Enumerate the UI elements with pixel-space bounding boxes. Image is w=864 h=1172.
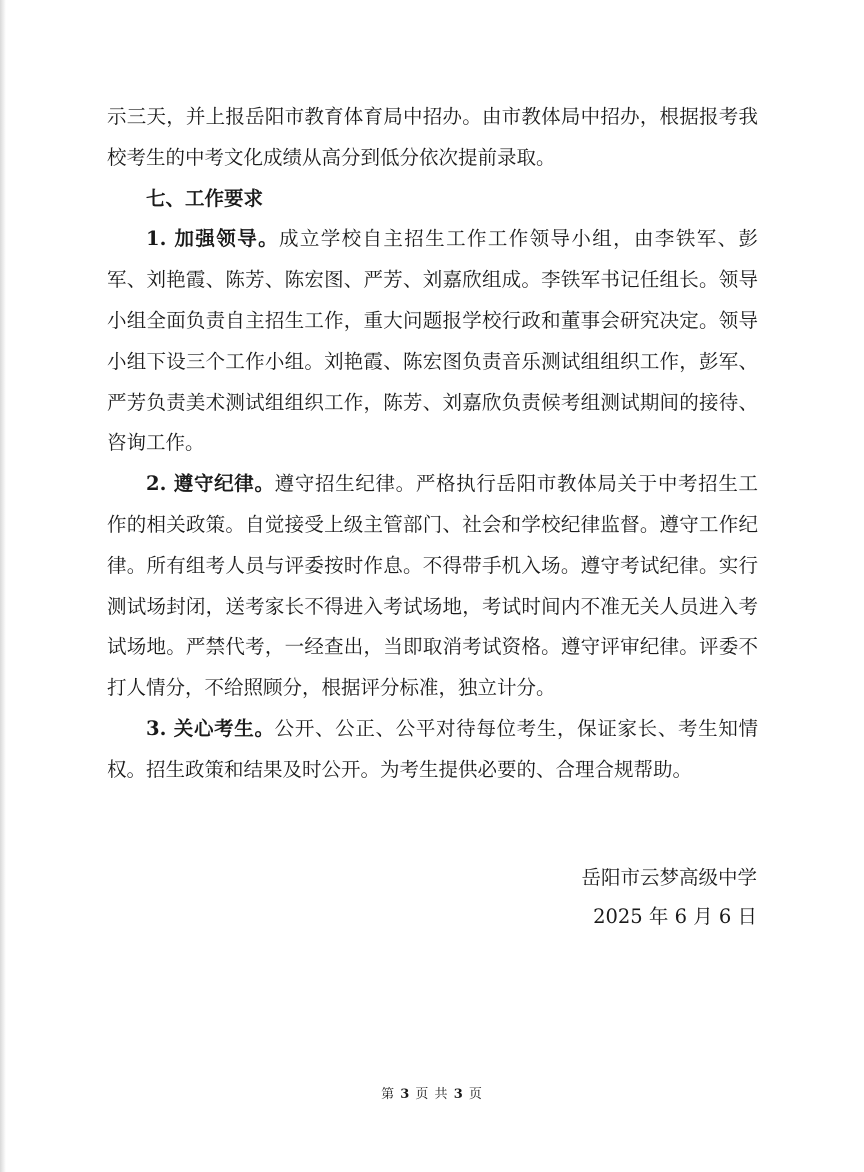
requirement-item-discipline xyxy=(107,464,758,709)
item-text: 成立学校自主招生工作工作领导小组，由李铁军、彭军、刘艳霞、陈芳、陈宏图、严芳、刘嘉欣组成。李铁军书记任组长。领导小组全面负责自主招生工作，重大问题报学校行政和董事会研究决定。领导小组下设三个工作小组。刘艳霞、陈宏图负责音乐测试组组织工作，彭军、严芳负责美术测试组组织工作，陈芳、刘嘉欣负责候考组测试期间的接待、咨询工作。 xyxy=(107,227,758,455)
item-lead: 3. 关心考生。 xyxy=(146,716,275,740)
continuation-paragraph: 示三天，并上报岳阳市教育体育局中招办。由市教体局中招办，根据报考我校考生的中考文化成绩从高分到低分依次提前录取。 xyxy=(107,105,758,169)
document-body xyxy=(107,97,758,791)
footer-total-pages: 3 xyxy=(453,1087,464,1102)
page-footer xyxy=(0,1085,864,1105)
footer-suffix: 页 xyxy=(468,1087,483,1102)
requirement-item-care xyxy=(107,709,758,791)
item-lead: 1. 加强领导。 xyxy=(146,227,279,251)
footer-prefix: 第 xyxy=(381,1087,396,1102)
section-heading: 七、工作要求 xyxy=(146,186,264,210)
signature-organization: 岳阳市云梦高级中学 xyxy=(581,866,757,889)
item-lead: 2. 遵守纪律。 xyxy=(146,472,275,496)
item-text: 遵守招生纪律。严格执行岳阳市教体局关于中考招生工作的相关政策。自觉接受上级主管部门、社会和学校纪律监督。遵守工作纪律。所有组考人员与评委按时作息。不得带手机入场。遵守考试纪律。实行测试场封闭，送考家长不得进入考试场地，考试时间内不准无关人员进入考试场地。严禁代考，一经查出，当即取消考试资格。遵守评审纪律。评委不打人情分，不给照顾分，根据评分标准，独立计分。 xyxy=(107,472,758,700)
page-edge-shadow xyxy=(0,0,6,1172)
footer-middle: 页 共 xyxy=(415,1087,449,1102)
item-text: 公开、公正、公平对待每位考生，保证家长、考生知情权。招生政策和结果及时公开。为考生提供必要的、合理合规帮助。 xyxy=(107,716,758,781)
requirement-item-leadership xyxy=(107,219,758,464)
footer-current-page: 3 xyxy=(400,1087,411,1102)
signature-date: 2025 年 6 月 6 日 xyxy=(593,905,757,928)
